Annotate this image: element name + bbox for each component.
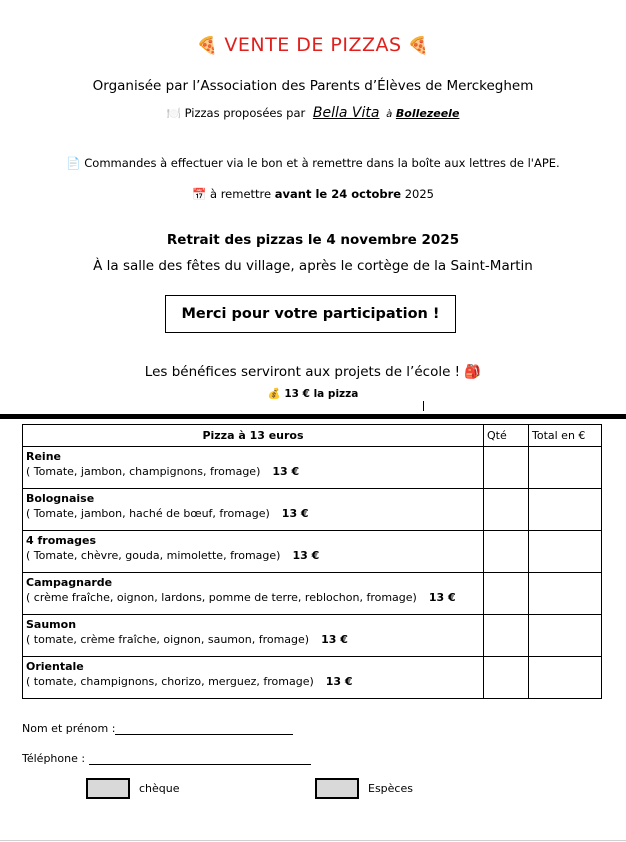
price-text: 13 € la pizza — [284, 388, 359, 400]
pizza-cell — [23, 531, 484, 573]
backpack-icon: 🎒 — [464, 364, 482, 380]
phone-label: Téléphone : — [22, 752, 86, 765]
page-title — [0, 34, 626, 56]
order-text: Commandes à effectuer via le bon et à remettre dans la boîte aux lettres de l'APE. — [84, 156, 560, 170]
total-cell[interactable] — [529, 657, 602, 699]
deadline-year: 2025 — [404, 187, 434, 201]
qty-cell[interactable] — [484, 489, 529, 531]
pizza-ingredients — [26, 549, 480, 562]
organizer-line: Organisée par l’Association des Parents d’Élèves de Merckeghem — [92, 78, 534, 94]
title-text: VENTE DE PIZZAS — [224, 34, 402, 56]
pizza-price: 13 € — [281, 507, 309, 520]
divider — [0, 414, 626, 419]
name-label: Nom et prénom : — [22, 722, 116, 735]
deadline-line — [0, 187, 626, 201]
ingredients-text: ( tomate, champignons, chorizo, merguez, fromage) — [26, 675, 314, 688]
qty-cell[interactable] — [484, 573, 529, 615]
header-qty: Qté — [484, 425, 529, 447]
order-table — [22, 424, 602, 699]
pizza-cell — [23, 615, 484, 657]
pizza-ingredients — [26, 633, 480, 646]
calendar-icon: 📅 — [192, 187, 207, 201]
pizza-icon: 🍕 — [407, 36, 430, 56]
ingredients-text: ( Tomate, chèvre, gouda, mimolette, fromage) — [26, 549, 281, 562]
table-row — [23, 573, 602, 615]
plate-icon: 🍽️ — [166, 106, 181, 120]
pizza-name: Reine — [26, 450, 61, 463]
deadline-prefix: à remettre — [210, 187, 272, 201]
tick-mark — [423, 401, 424, 411]
brand-name: Bella Vita — [312, 105, 380, 121]
name-field — [22, 722, 293, 735]
pizza-ingredients — [26, 507, 480, 520]
pizza-price: 13 € — [428, 591, 456, 604]
cash-checkbox[interactable] — [315, 778, 359, 799]
pizza-name: Campagnarde — [26, 576, 113, 589]
price-line — [0, 387, 626, 400]
cheque-label: chèque — [139, 782, 180, 795]
name-input-line[interactable] — [115, 734, 293, 735]
total-cell[interactable] — [529, 489, 602, 531]
table-row — [23, 657, 602, 699]
table-row — [23, 447, 602, 489]
benefits-line — [0, 364, 626, 380]
phone-field — [22, 752, 311, 765]
order-instructions — [0, 156, 626, 170]
pizza-cell — [23, 447, 484, 489]
pickup-place: À la salle des fêtes du village, après le cortège de la Saint-Martin — [93, 258, 533, 274]
cash-label: Espèces — [368, 782, 413, 795]
document-icon: 📄 — [66, 156, 81, 170]
ingredients-text: ( crème fraîche, oignon, lardons, pomme de terre, reblochon, fromage) — [26, 591, 417, 604]
total-cell[interactable] — [529, 447, 602, 489]
pizza-name: Bolognaise — [26, 492, 95, 505]
money-bag-icon: 💰 — [267, 388, 281, 400]
pizza-price: 13 € — [272, 465, 300, 478]
deadline-date: avant le 24 octobre — [274, 187, 402, 201]
pizza-cell — [23, 657, 484, 699]
pizza-cell — [23, 489, 484, 531]
cheque-checkbox[interactable] — [86, 778, 130, 799]
total-cell[interactable] — [529, 573, 602, 615]
pizza-price: 13 € — [325, 675, 353, 688]
proposed-line — [0, 105, 626, 121]
at-word: à — [386, 109, 393, 120]
pizza-ingredients — [26, 465, 480, 478]
ingredients-text: ( Tomate, jambon, haché de bœuf, fromage) — [26, 507, 270, 520]
pizza-icon: 🍕 — [196, 36, 219, 56]
pickup-date: Retrait des pizzas le 4 novembre 2025 — [166, 232, 460, 248]
ingredients-text: ( Tomate, jambon, champignons, fromage) — [26, 465, 261, 478]
pizza-price: 13 € — [292, 549, 320, 562]
qty-cell[interactable] — [484, 447, 529, 489]
pizza-name: Saumon — [26, 618, 77, 631]
qty-cell[interactable] — [484, 657, 529, 699]
total-cell[interactable] — [529, 615, 602, 657]
pizza-name: 4 fromages — [26, 534, 97, 547]
header-total: Total en € — [529, 425, 602, 447]
benefits-text: Les bénéfices serviront aux projets de l’école ! — [144, 364, 461, 380]
qty-cell[interactable] — [484, 615, 529, 657]
payment-cheque[interactable] — [86, 778, 180, 799]
payment-cash[interactable] — [315, 778, 413, 799]
city-name: Bollezeele — [395, 107, 460, 120]
pizza-price: 13 € — [321, 633, 348, 646]
qty-cell[interactable] — [484, 531, 529, 573]
phone-input-line[interactable] — [89, 764, 311, 765]
thanks-box: Merci pour votre participation ! — [165, 295, 456, 333]
table-row — [23, 489, 602, 531]
table-row — [23, 615, 602, 657]
pizza-name: Orientale — [26, 660, 84, 673]
ingredients-text: ( tomate, crème fraîche, oignon, saumon, fromage) — [26, 633, 310, 646]
header-pizza: Pizza à 13 euros — [23, 425, 484, 447]
pizza-ingredients — [26, 675, 480, 688]
pizza-ingredients — [26, 591, 480, 604]
page-edge — [0, 840, 626, 841]
table-row — [23, 531, 602, 573]
proposed-prefix: Pizzas proposées par — [184, 106, 306, 120]
total-cell[interactable] — [529, 531, 602, 573]
pizza-cell — [23, 573, 484, 615]
